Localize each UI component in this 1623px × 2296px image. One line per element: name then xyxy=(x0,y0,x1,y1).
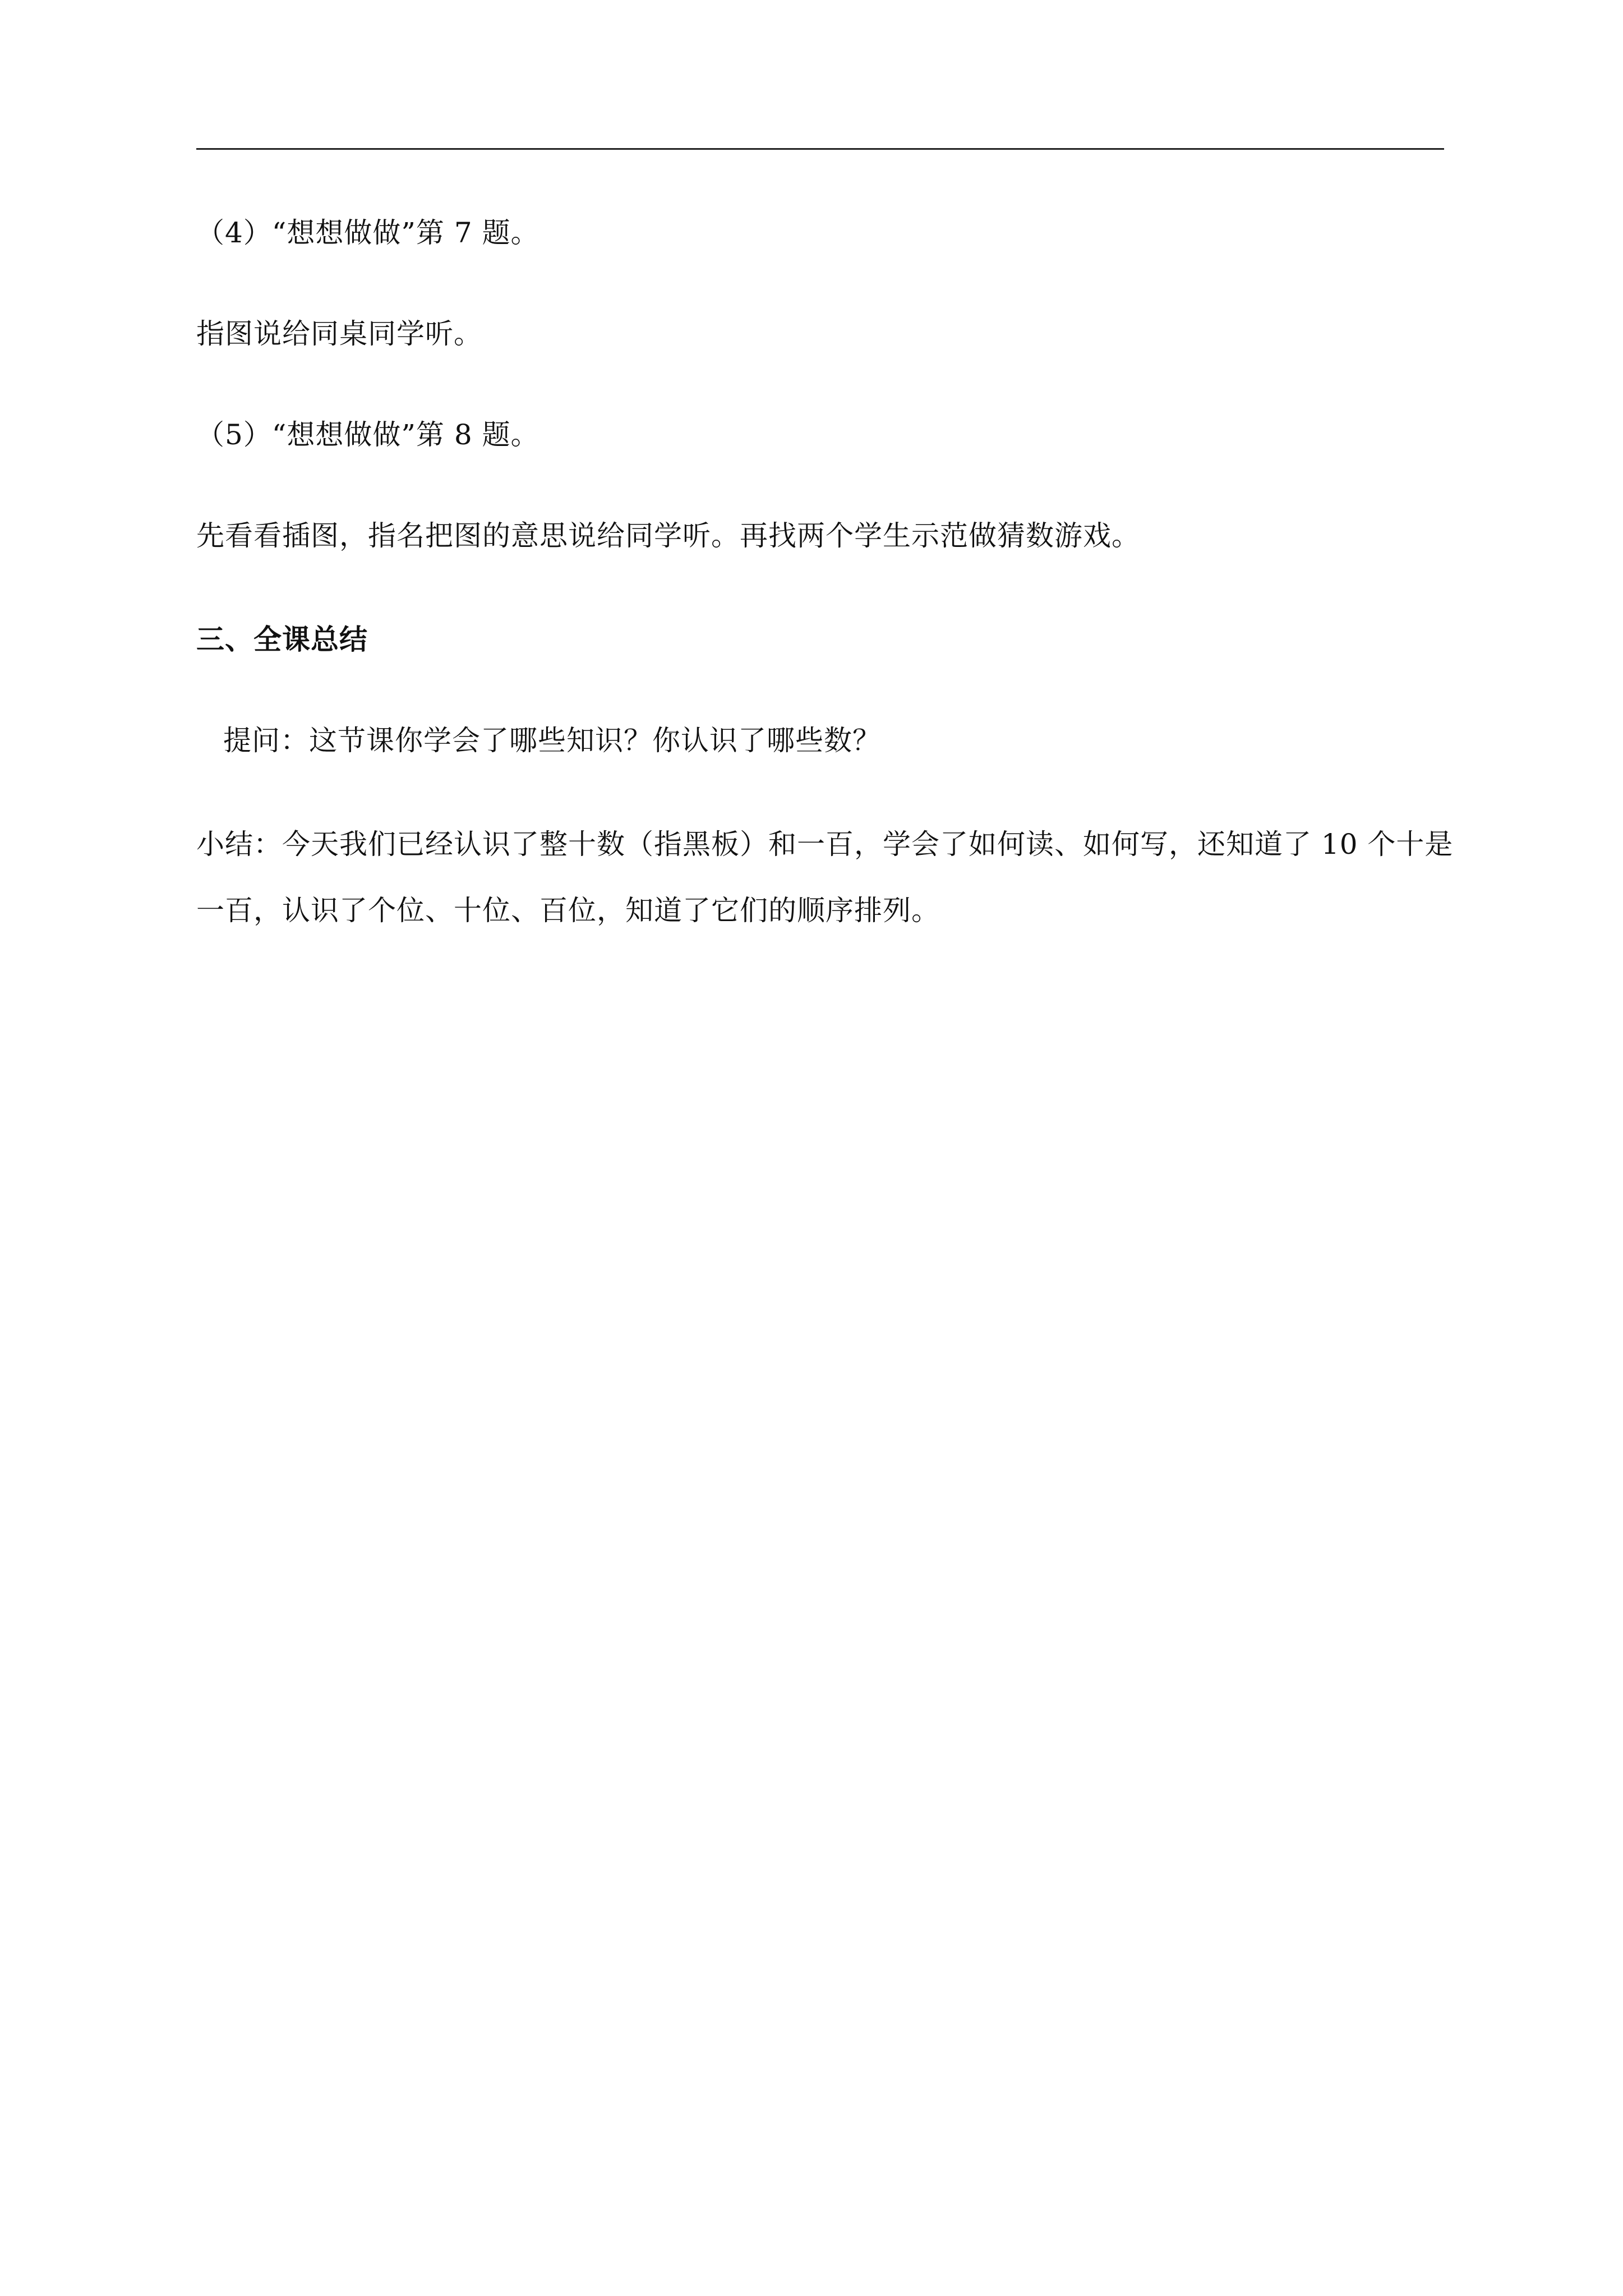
exercise-4-heading: （4）“想想做做”第 7 题。 xyxy=(196,217,540,249)
section-heading-summary: 三、全课总结 xyxy=(196,623,368,656)
exercise-5-heading: （5）“想想做做”第 8 题。 xyxy=(196,418,540,451)
summary-paragraph-line-2: 一百，认识了个位、十位、百位，知道了它们的顺序排列。 xyxy=(196,894,940,927)
header-rule xyxy=(196,148,1444,150)
exercise-5-instruction: 先看看插图，指名把图的意思说给同学听。再找两个学生示范做猜数游戏。 xyxy=(196,519,1140,552)
summary-paragraph-line-1: 小结：今天我们已经认识了整十数（指黑板）和一百，学会了如何读、如何写，还知道了 10 个十是 xyxy=(196,828,1454,861)
question-paragraph: 提问：这节课你学会了哪些知识？你认识了哪些数？ xyxy=(223,724,881,757)
exercise-4-instruction: 指图说给同桌同学听。 xyxy=(196,318,482,350)
